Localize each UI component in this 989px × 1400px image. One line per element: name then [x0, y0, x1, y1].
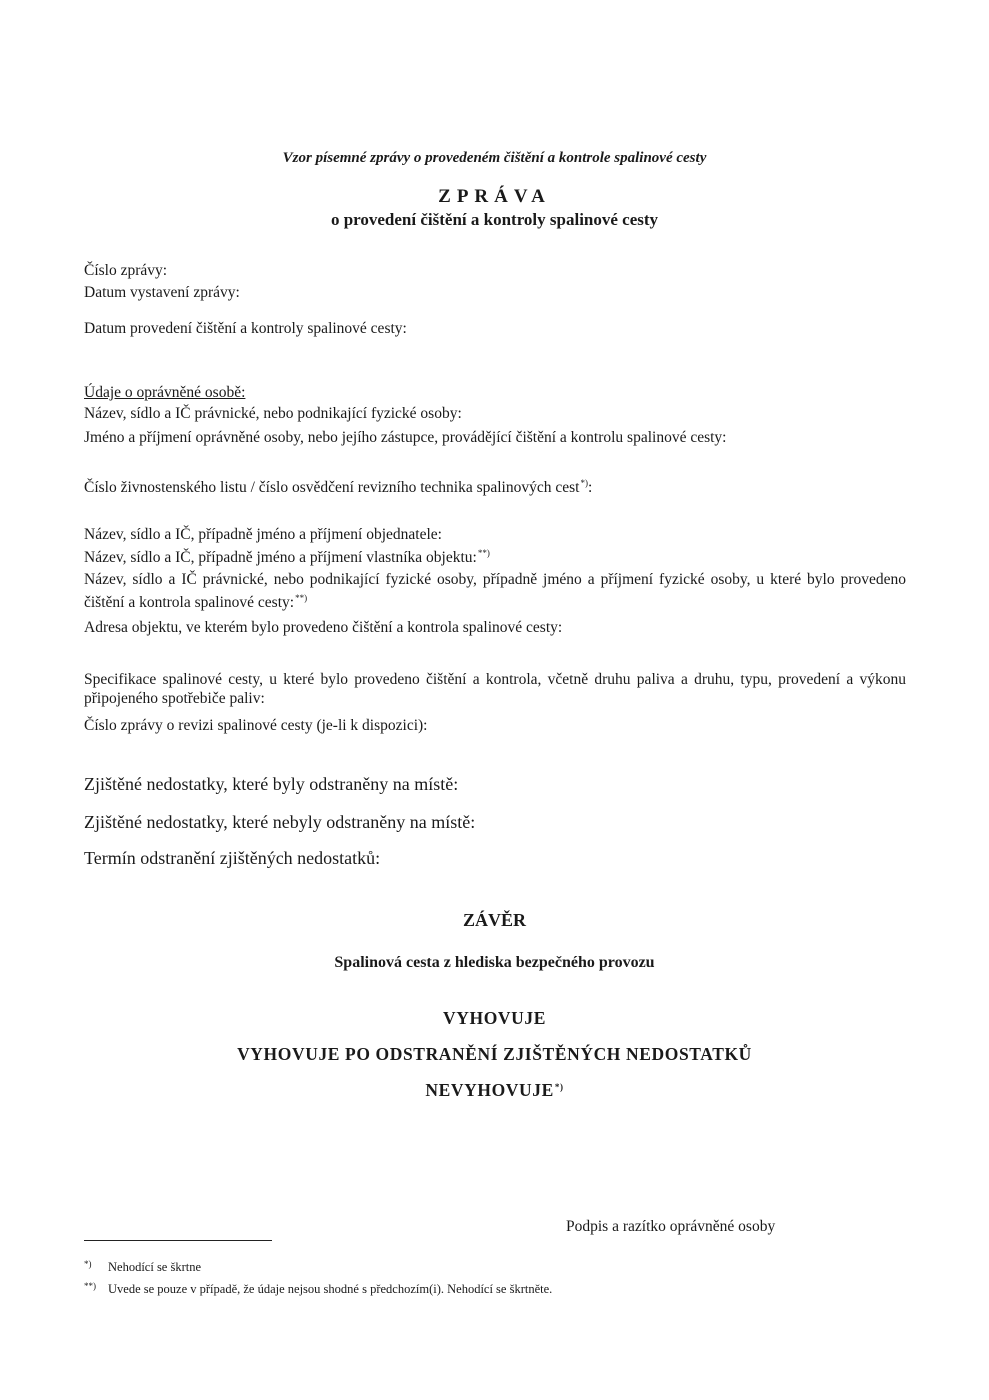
authorized-company-label: Název, sídlo a IČ právnické, nebo podnikající fyzické osoby: [84, 405, 462, 422]
authorized-name-label: Jméno a příjmení oprávněné osoby, nebo jejího zástupce, provádějící čištění a kontrolu spalinové cesty: [84, 429, 727, 446]
defects-deadline-label: Termín odstranění zjištěných nedostatků: [84, 848, 381, 868]
conclusion-option-pass: VYHOVUJE [443, 1008, 546, 1028]
license-colon: : [587, 479, 593, 496]
revision-number-label: Číslo zprávy o revizi spalinové cesty (je-li k dispozici): [84, 717, 428, 734]
defects-removed-label: Zjištěné nedostatky, které byly odstraněny na místě: [84, 774, 459, 794]
report-subtitle: o provedení čištění a kontroly spalinové cesty [330, 210, 659, 229]
conclusion-option-fail-text: NEVYHOVUJE [425, 1080, 554, 1100]
owner-text: Název, sídlo a IČ, případně jméno a příjmení vlastníka objektu: [84, 549, 477, 566]
issue-date-label: Datum vystavení zprávy: [84, 284, 240, 301]
defects-not-removed-label: Zjištěné nedostatky, které nebyly odstraněny na místě: [84, 812, 476, 832]
owner-footnote-mark: **) [477, 548, 490, 558]
license-footnote-mark: *) [580, 478, 588, 488]
performed-date-label: Datum provedení čištění a kontroly spalinové cesty: [84, 320, 407, 337]
owner-label [84, 548, 490, 567]
license-number-label [84, 478, 592, 497]
conclusion-option-fail [0, 1080, 989, 1101]
authorized-person-heading: Údaje o oprávněné osobě: [84, 384, 246, 401]
footnote-2-text: Uvede se pouze v případě, že údaje nejsou shodné s předchozím(i). Nehodící se škrtněte. [108, 1282, 553, 1296]
conclusion-heading: ZÁVĚR [462, 910, 526, 930]
footnote-2 [84, 1281, 552, 1297]
report-number-label: Číslo zprávy: [84, 262, 168, 279]
customer-label: Název, sídlo a IČ, případně jméno a příjmení objednatele: [84, 526, 442, 543]
model-title: Vzor písemné zprávy o provedeném čištění a kontrole spalinové cesty [282, 150, 707, 166]
footnote-1-text: Nehodící se škrtne [108, 1260, 202, 1274]
footnote-1 [84, 1259, 201, 1275]
person-footnote-mark: **) [295, 593, 308, 603]
object-address-label: Adresa objektu, ve kterém bylo provedeno čištění a kontrola spalinové cesty: [84, 619, 563, 636]
license-number-text: Číslo živnostenského listu / číslo osvědčení revizního technika spalinových cest [84, 479, 580, 496]
person-label [84, 570, 906, 612]
conclusion-footnote-mark: *) [554, 1082, 564, 1092]
signature-label: Podpis a razítko oprávněné osoby [566, 1218, 776, 1235]
conclusion-subheading: Spalinová cesta z hlediska bezpečného provozu [334, 954, 655, 971]
footnote-2-mark: **) [84, 1281, 96, 1291]
footnote-1-mark: *) [84, 1259, 92, 1269]
person-text: Název, sídlo a IČ právnické, nebo podnikající fyzické osoby, případně jméno a příjmení fyzické osoby, u které bylo provedeno čištění a kontrola spalinové cesty: [84, 571, 906, 611]
report-title: ZPRÁVA [438, 186, 551, 207]
specification-label: Specifikace spalinové cesty, u které bylo provedeno čištění a kontrola, včetně druhu paliva a druhu, typu, provedení a výkonu připojeného spotřebiče paliv: [84, 671, 906, 707]
conclusion-option-pass-after-fix: VYHOVUJE PO ODSTRANĚNÍ ZJIŠTĚNÝCH NEDOSTATKŮ [237, 1044, 752, 1064]
footnote-separator [84, 1240, 272, 1241]
